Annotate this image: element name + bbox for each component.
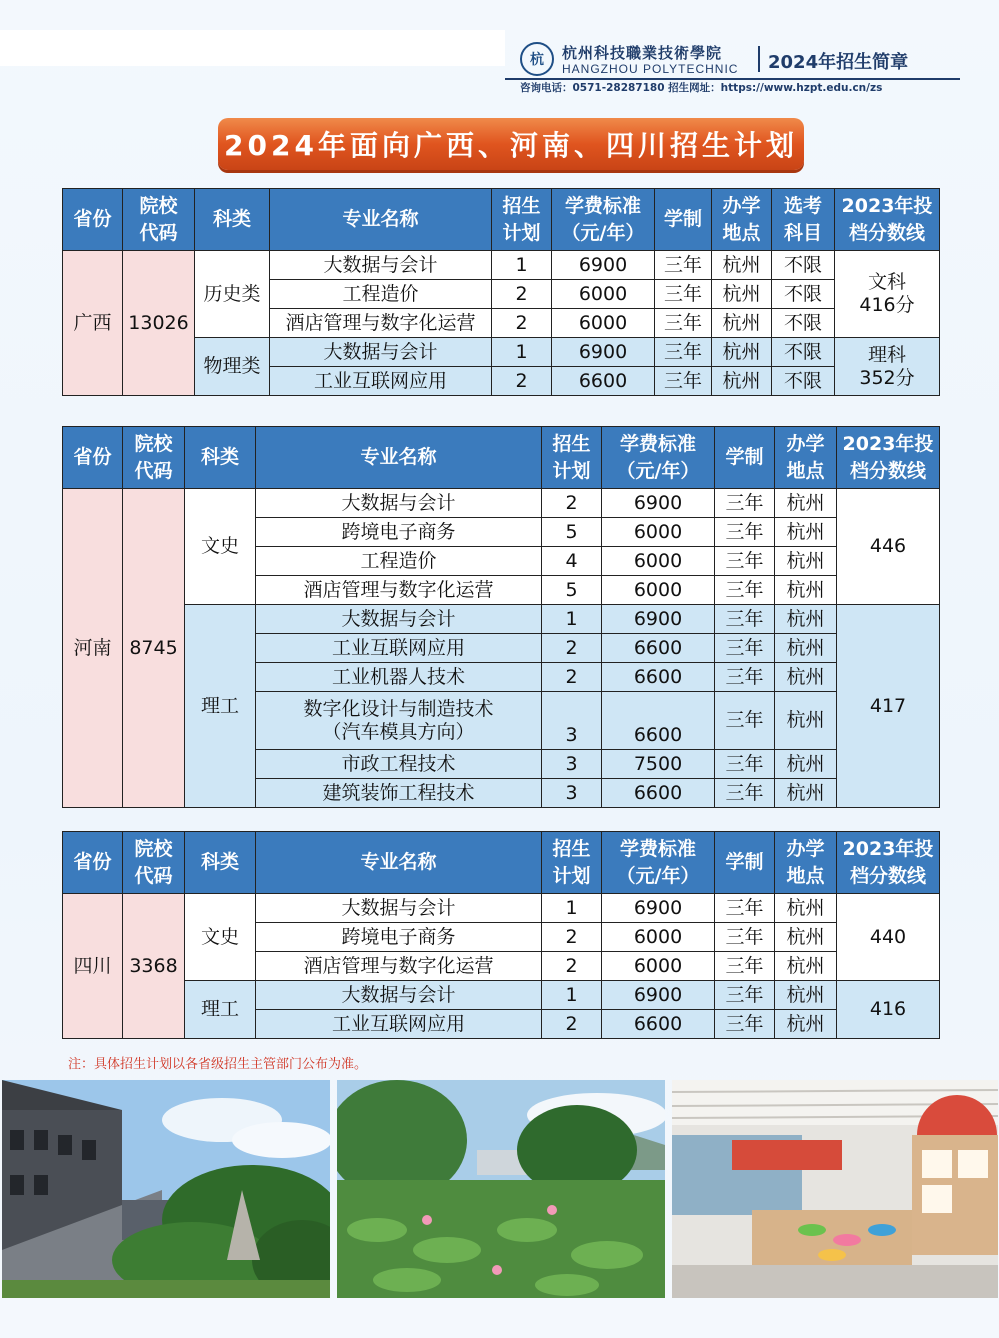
plan-cell: 2 [542,489,602,518]
score-cell: 416 [837,981,940,1039]
major-cell: 跨境电子商务 [256,923,542,952]
major-cell: 大数据与会计 [270,338,492,367]
location-cell: 杭州 [775,547,837,576]
plan-cell: 3 [542,750,602,779]
duration-cell: 三年 [715,1010,775,1039]
table-row [63,894,940,923]
major-cell: 酒店管理与数字化运营 [256,576,542,605]
header-cell-3: 专业名称 [256,427,542,489]
header-cell-0: 省份 [63,427,123,489]
major-cell: 市政工程技术 [256,750,542,779]
fee-cell: 6600 [602,1010,715,1039]
fee-cell: 6600 [602,692,715,750]
interior-lounge-photo [672,1080,998,1298]
fee-cell: 6000 [602,576,715,605]
plan-cell: 2 [542,663,602,692]
fee-cell: 6600 [602,634,715,663]
category-cell: 文史 [185,489,256,605]
location-cell: 杭州 [712,280,772,309]
plan-cell: 4 [542,547,602,576]
duration-cell: 三年 [655,338,712,367]
fee-cell: 6600 [602,779,715,808]
subject-cell: 不限 [772,309,835,338]
fee-cell: 6900 [552,251,655,280]
major-cell: 数字化设计与制造技术 （汽车模具方向） [256,692,542,750]
major-cell: 大数据与会计 [256,605,542,634]
province-cell: 河南 [63,489,123,808]
plan-cell: 1 [542,605,602,634]
plan-cell: 3 [542,692,602,750]
category-cell: 文史 [185,894,256,981]
plan-cell: 2 [492,280,552,309]
table-row [63,489,940,518]
header-cell-7: 办学 地点 [775,427,837,489]
major-cell: 工程造价 [270,280,492,309]
major-cell: 大数据与会计 [270,251,492,280]
page-banner: 2024年面向广西、河南、四川招生计划 [218,118,804,170]
major-cell: 工业互联网应用 [256,1010,542,1039]
fee-cell: 6000 [602,547,715,576]
major-cell: 跨境电子商务 [256,518,542,547]
plan-cell: 2 [542,634,602,663]
location-cell: 杭州 [775,1010,837,1039]
major-cell: 工业机器人技术 [256,663,542,692]
duration-cell: 三年 [715,547,775,576]
header-cell-2: 科类 [185,427,256,489]
score-cell: 446 [837,489,940,605]
location-cell: 杭州 [775,489,837,518]
location-cell: 杭州 [775,981,837,1010]
school-name-cn: 杭州科技職業技術學院 [562,44,723,62]
duration-cell: 三年 [715,663,775,692]
major-cell: 酒店管理与数字化运营 [256,952,542,981]
header-cell-7: 办学 地点 [712,189,772,251]
table-row [63,338,940,367]
province-cell: 四川 [63,894,123,1039]
duration-cell: 三年 [715,605,775,634]
province-cell: 广西 [63,251,123,396]
plan-cell: 2 [542,1010,602,1039]
plan-cell: 5 [542,576,602,605]
campus-building-garden-photo [2,1080,330,1298]
fee-cell: 6000 [552,280,655,309]
header-cell-7: 办学 地点 [775,832,837,894]
fee-cell: 6900 [602,894,715,923]
location-cell: 杭州 [712,251,772,280]
location-cell: 杭州 [775,663,837,692]
header-cell-2: 科类 [195,189,270,251]
fee-cell: 6900 [602,605,715,634]
fee-cell: 7500 [602,750,715,779]
header-divider [758,46,760,72]
fee-cell: 6900 [602,489,715,518]
plan-cell: 3 [542,779,602,808]
subject-cell: 不限 [772,251,835,280]
location-cell: 杭州 [712,309,772,338]
location-cell: 杭州 [775,923,837,952]
location-cell: 杭州 [775,518,837,547]
location-cell: 杭州 [775,779,837,808]
duration-cell: 三年 [715,981,775,1010]
plan-cell: 2 [492,309,552,338]
category-cell: 理工 [185,981,256,1039]
header-cell-0: 省份 [63,189,123,251]
location-cell: 杭州 [775,894,837,923]
fee-cell: 6000 [602,923,715,952]
fee-cell: 6600 [602,663,715,692]
header-cell-5: 学费标准 （元/年） [602,427,715,489]
fee-cell: 6000 [602,518,715,547]
subject-cell: 不限 [772,367,835,396]
plan-cell: 2 [542,952,602,981]
location-cell: 杭州 [712,367,772,396]
header-cell-3: 专业名称 [256,832,542,894]
brochure-title: 2024年招生简章 [768,52,909,73]
plan-cell: 1 [542,981,602,1010]
duration-cell: 三年 [655,280,712,309]
category-cell: 物理类 [195,338,270,396]
category-cell: 理工 [185,605,256,808]
location-cell: 杭州 [775,952,837,981]
major-cell: 大数据与会计 [256,489,542,518]
school-code-cell: 13026 [123,251,195,396]
duration-cell: 三年 [715,634,775,663]
major-cell: 建筑装饰工程技术 [256,779,542,808]
sichuan-plan-table [62,831,940,1039]
header-rule [505,78,960,80]
footnote: 注：具体招生计划以各省级招生主管部门公布为准。 [68,1057,368,1072]
header-cell-6: 学制 [655,189,712,251]
header-cell-5: 学费标准 （元/年） [552,189,655,251]
school-name-en: HANGZHOU POLYTECHNIC [562,62,739,76]
score-cell: 440 [837,894,940,981]
plan-cell: 1 [492,338,552,367]
subject-cell: 不限 [772,280,835,309]
location-cell: 杭州 [775,576,837,605]
plan-cell: 1 [492,251,552,280]
location-cell: 杭州 [775,750,837,779]
fee-cell: 6000 [602,952,715,981]
duration-cell: 三年 [715,576,775,605]
contact-line: 咨询电话：0571-28287180 招生网址：https://www.hzpt.edu.cn/zs [520,82,883,94]
major-cell: 大数据与会计 [256,894,542,923]
header-cell-4: 招生 计划 [492,189,552,251]
plan-cell: 2 [542,923,602,952]
location-cell: 杭州 [712,338,772,367]
header-cell-8: 2023年投 档分数线 [837,427,940,489]
table-row [63,981,940,1010]
duration-cell: 三年 [715,692,775,750]
duration-cell: 三年 [715,489,775,518]
header-cell-0: 省份 [63,832,123,894]
fee-cell: 6900 [602,981,715,1010]
header-cell-1: 院校 代码 [123,427,185,489]
henan-plan-table [62,426,940,808]
major-cell: 工程造价 [256,547,542,576]
duration-cell: 三年 [715,518,775,547]
header-cell-2: 科类 [185,832,256,894]
header-cell-6: 学制 [715,832,775,894]
duration-cell: 三年 [715,923,775,952]
location-cell: 杭州 [775,605,837,634]
major-cell: 大数据与会计 [256,981,542,1010]
fee-cell: 6600 [552,367,655,396]
duration-cell: 三年 [655,251,712,280]
fee-cell: 6900 [552,338,655,367]
duration-cell: 三年 [715,894,775,923]
score-cell: 文科 416分 [835,251,940,338]
top-white-strip [0,30,505,66]
header-cell-9: 2023年投 档分数线 [835,189,940,251]
guangxi-plan-table [62,188,940,396]
header-cell-1: 院校 代码 [123,832,185,894]
table-row [63,605,940,634]
major-cell: 工业互联网应用 [256,634,542,663]
header-cell-8: 选考 科目 [772,189,835,251]
plan-cell: 1 [542,894,602,923]
category-cell: 历史类 [195,251,270,338]
header-cell-4: 招生 计划 [542,427,602,489]
school-code-cell: 8745 [123,489,185,808]
duration-cell: 三年 [655,367,712,396]
header-cell-8: 2023年投 档分数线 [837,832,940,894]
header-cell-3: 专业名称 [270,189,492,251]
page-header [500,40,960,98]
subject-cell: 不限 [772,338,835,367]
plan-cell: 5 [542,518,602,547]
duration-cell: 三年 [715,750,775,779]
location-cell: 杭州 [775,692,837,750]
header-cell-4: 招生 计划 [542,832,602,894]
table-row [63,251,940,280]
header-cell-1: 院校 代码 [123,189,195,251]
duration-cell: 三年 [715,779,775,808]
school-code-cell: 3368 [123,894,185,1039]
school-logo: 杭 [520,42,554,76]
lotus-pond-photo [337,1080,665,1298]
score-cell: 417 [837,605,940,808]
major-cell: 工业互联网应用 [270,367,492,396]
major-cell: 酒店管理与数字化运营 [270,309,492,338]
score-cell: 理科 352分 [835,338,940,396]
fee-cell: 6000 [552,309,655,338]
header-cell-5: 学费标准 （元/年） [602,832,715,894]
plan-cell: 2 [492,367,552,396]
header-cell-6: 学制 [715,427,775,489]
duration-cell: 三年 [655,309,712,338]
duration-cell: 三年 [715,952,775,981]
location-cell: 杭州 [775,634,837,663]
